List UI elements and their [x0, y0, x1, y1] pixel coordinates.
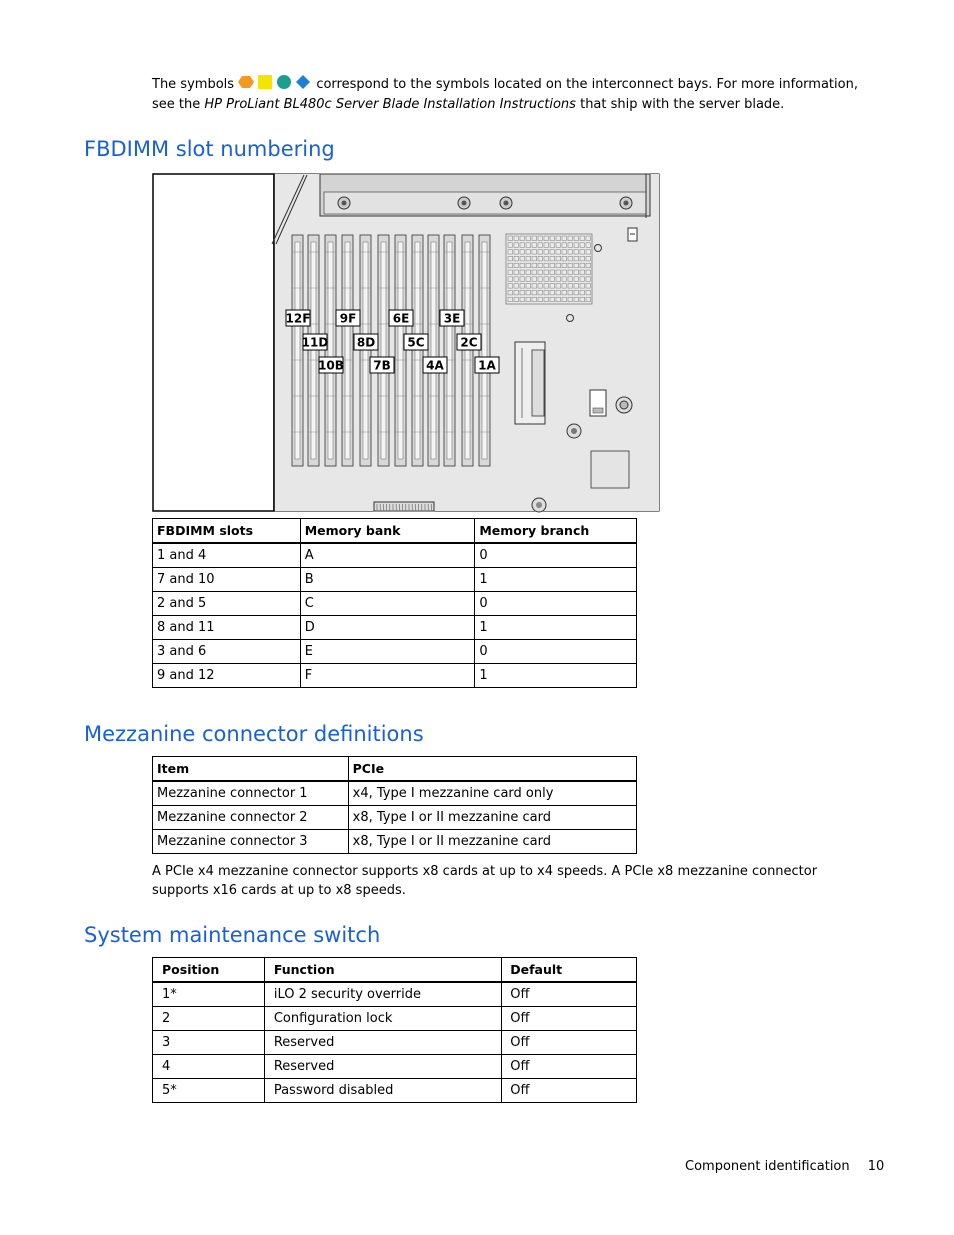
slot-label — [440, 310, 464, 326]
cell: A — [300, 543, 475, 568]
slot-label-text: 9F — [339, 311, 357, 326]
cell: D — [300, 616, 475, 640]
header-position: Position — [153, 958, 265, 983]
slot-label — [475, 357, 499, 373]
table-row — [153, 568, 637, 592]
fbdimm-board-diagram — [152, 172, 661, 513]
cell: Configuration lock — [264, 1007, 501, 1031]
cell: 1 — [475, 616, 637, 640]
cell: F — [300, 664, 475, 688]
mezzanine-note: A PCIe x4 mezzanine connector supports x8 cards at up to x4 speeds. A PCIe x8 mezzanine connector supports x16 cards at up to x8 speeds. — [152, 864, 818, 898]
blue-diamond-icon — [296, 75, 310, 89]
header-function: Function — [264, 958, 501, 983]
cell: 5* — [153, 1079, 265, 1103]
dimm-slot — [444, 235, 455, 466]
slot-label-text: 10B — [318, 358, 344, 373]
cell: Mezzanine connector 2 — [153, 806, 349, 830]
table-row — [153, 543, 637, 568]
cell: Off — [502, 982, 637, 1007]
cell: 4 — [153, 1055, 265, 1079]
header-item: Item — [153, 757, 349, 782]
heading-mezzanine-connector-definitions: Mezzanine connector definitions — [84, 722, 424, 746]
header-pcie: PCIe — [348, 757, 636, 782]
slot-label-text: 4A — [426, 358, 444, 373]
header-fbdimm-slots: FBDIMM slots — [153, 519, 301, 544]
table-header-row — [153, 958, 637, 983]
slot-label-text: 11D — [301, 335, 329, 350]
slot-label — [302, 334, 329, 350]
slot-label — [318, 357, 344, 373]
cell: x8, Type I or II mezzanine card — [348, 806, 636, 830]
slot-label-text: 8D — [356, 335, 376, 350]
interconnect-symbols — [238, 74, 312, 96]
dimm-slot — [378, 235, 389, 466]
cell: Password disabled — [264, 1079, 501, 1103]
cell: x4, Type I mezzanine card only — [348, 781, 636, 806]
cell: 0 — [475, 543, 637, 568]
cell: 1* — [153, 982, 265, 1007]
table-row — [153, 1031, 637, 1055]
cell: 1 — [475, 664, 637, 688]
cell: iLO 2 security override — [264, 982, 501, 1007]
cell: 0 — [475, 592, 637, 616]
table-row — [153, 1079, 637, 1103]
cell: E — [300, 640, 475, 664]
intro-paragraph — [152, 74, 872, 114]
page-number: 10 — [867, 1159, 885, 1174]
intro-text-after: correspond to the symbols located on the interconnect bays. For more information, see the — [152, 77, 858, 112]
cell: Off — [502, 1007, 637, 1031]
orange-hexagon-icon — [238, 76, 254, 88]
cell: 3 and 6 — [153, 640, 301, 664]
cell: Off — [502, 1031, 637, 1055]
slot-label — [336, 310, 360, 326]
switch-table — [152, 957, 637, 1103]
slot-label-text: 3E — [443, 311, 461, 326]
header-default: Default — [502, 958, 637, 983]
footer-section: Component identification — [685, 1159, 850, 1174]
intro-text-before: The symbols — [152, 77, 235, 92]
slot-label-text: 5C — [407, 335, 425, 350]
table-row — [153, 640, 637, 664]
table-row — [153, 982, 637, 1007]
cell: 1 — [475, 568, 637, 592]
cell: 8 and 11 — [153, 616, 301, 640]
table-header-row — [153, 519, 637, 544]
cell: Off — [502, 1055, 637, 1079]
cell: 0 — [475, 640, 637, 664]
teal-circle-icon — [277, 75, 291, 89]
table-row — [153, 806, 637, 830]
heatsink-grid — [506, 234, 592, 304]
table-row — [153, 1007, 637, 1031]
cell: x8, Type I or II mezzanine card — [348, 830, 636, 854]
cell: 1 and 4 — [153, 543, 301, 568]
cell: 7 and 10 — [153, 568, 301, 592]
header-memory-bank: Memory bank — [300, 519, 475, 544]
slot-label — [370, 357, 394, 373]
table-row — [153, 616, 637, 640]
cell: Mezzanine connector 1 — [153, 781, 349, 806]
header-memory-branch: Memory branch — [475, 519, 637, 544]
page-footer — [685, 1159, 884, 1174]
cell: Mezzanine connector 3 — [153, 830, 349, 854]
cell: 3 — [153, 1031, 265, 1055]
slot-label-text: 1A — [478, 358, 496, 373]
cell: Reserved — [264, 1031, 501, 1055]
heading-fbdimm-slot-numbering: FBDIMM slot numbering — [84, 137, 335, 161]
table-row — [153, 664, 637, 688]
slot-label — [423, 357, 447, 373]
cell: 2 and 5 — [153, 592, 301, 616]
cell: 2 — [153, 1007, 265, 1031]
cell: Off — [502, 1079, 637, 1103]
dimm-slot — [428, 235, 439, 466]
cell: B — [300, 568, 475, 592]
doc-title-reference: HP ProLiant BL480c Server Blade Installation Instructions — [204, 97, 576, 112]
slot-label-text: 2C — [460, 335, 478, 350]
slot-label-text: 6E — [392, 311, 410, 326]
table-row — [153, 781, 637, 806]
yellow-square-icon — [258, 75, 272, 89]
slot-label-text: 7B — [373, 358, 391, 373]
dimm-slot — [292, 235, 303, 466]
slot-label — [354, 334, 378, 350]
fbdimm-table — [152, 518, 637, 688]
mezzanine-table — [152, 756, 637, 854]
table-row — [153, 1055, 637, 1079]
slot-label — [404, 334, 428, 350]
slot-label — [457, 334, 481, 350]
cell: Reserved — [264, 1055, 501, 1079]
cell: C — [300, 592, 475, 616]
slot-label — [389, 310, 413, 326]
table-header-row — [153, 757, 637, 782]
table-row — [153, 592, 637, 616]
cell: 9 and 12 — [153, 664, 301, 688]
table-row — [153, 830, 637, 854]
dimm-slot — [342, 235, 353, 466]
slot-label — [286, 310, 311, 326]
slot-label-text: 12F — [285, 311, 311, 326]
heading-system-maintenance-switch: System maintenance switch — [84, 923, 381, 947]
intro-text-end: that ship with the server blade. — [580, 97, 785, 112]
